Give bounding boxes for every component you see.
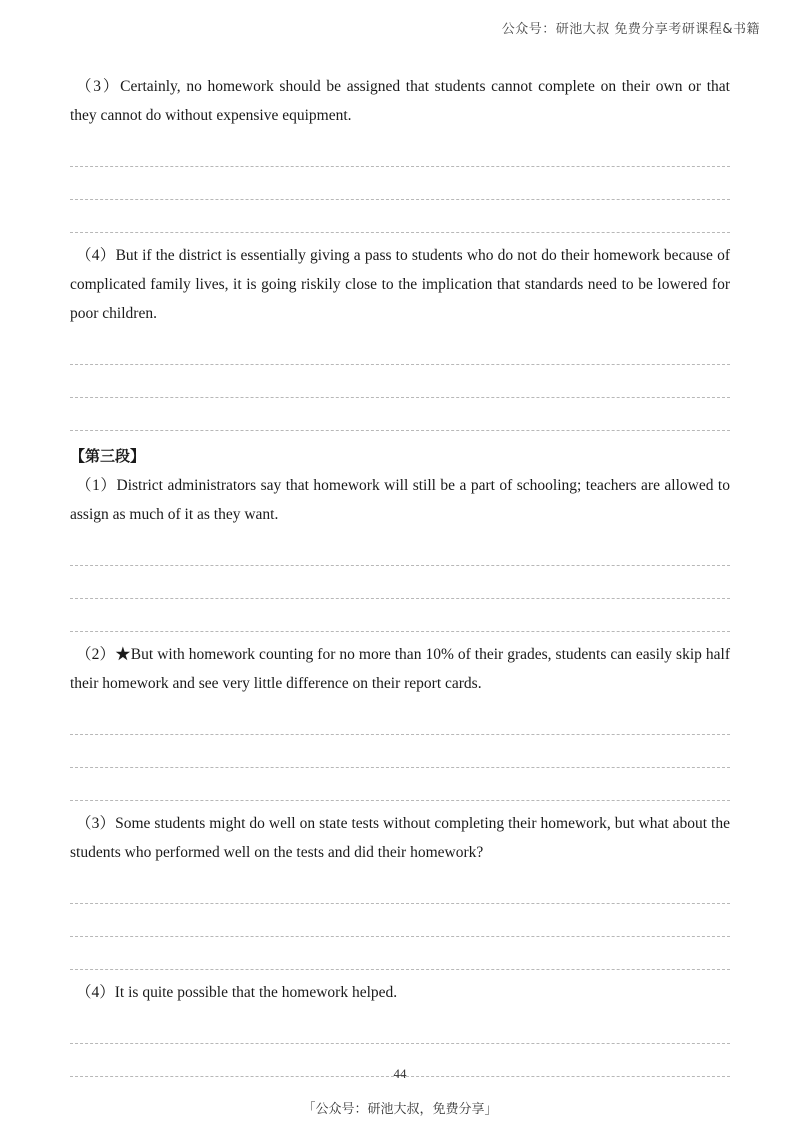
sentence-item bbox=[70, 978, 730, 1007]
answer-lines bbox=[70, 871, 730, 970]
answer-line[interactable] bbox=[70, 398, 730, 431]
answer-lines bbox=[70, 533, 730, 632]
sentence-item bbox=[70, 471, 730, 529]
answer-lines bbox=[70, 332, 730, 431]
answer-line[interactable] bbox=[70, 768, 730, 801]
answer-line[interactable] bbox=[70, 904, 730, 937]
answer-line[interactable] bbox=[70, 533, 730, 566]
answer-line[interactable] bbox=[70, 871, 730, 904]
sentence-text: District administrators say that homework will still be a part of schooling; teachers are allowed to assign as much of it as they want. bbox=[70, 477, 730, 523]
answer-line[interactable] bbox=[70, 735, 730, 768]
sentence-text: Some students might do well on state tests without completing their homework, but what about the students who performed well on the tests and did their homework? bbox=[70, 815, 730, 861]
sentence-item bbox=[70, 72, 730, 130]
answer-line[interactable] bbox=[70, 566, 730, 599]
sentence-number: （4） bbox=[76, 984, 115, 1001]
answer-lines bbox=[70, 702, 730, 801]
answer-line[interactable] bbox=[70, 134, 730, 167]
sentence-text: It is quite possible that the homework helped. bbox=[114, 984, 398, 1001]
sentence-number: （2） bbox=[76, 646, 116, 663]
sentence-item bbox=[70, 809, 730, 867]
footer-note: 「公众号：研池大叔，免费分享」 bbox=[302, 1102, 498, 1117]
answer-line[interactable] bbox=[70, 200, 730, 233]
sentence-item bbox=[70, 241, 730, 328]
answer-line[interactable] bbox=[70, 167, 730, 200]
sentence-number: （1） bbox=[76, 477, 117, 494]
page-content bbox=[70, 72, 730, 1077]
answer-line[interactable] bbox=[70, 365, 730, 398]
sentence-text: But if the district is essentially giving a pass to students who do not do their homework because of complicated family lives, it is going riskily close to the implication that standards need to be lowered for poor children. bbox=[70, 247, 730, 322]
page-number: 44 bbox=[393, 1066, 407, 1081]
sentence-number: （3） bbox=[76, 815, 116, 832]
sentence-item bbox=[70, 640, 730, 698]
answer-line[interactable] bbox=[70, 702, 730, 735]
answer-line[interactable] bbox=[70, 1011, 730, 1044]
section-heading: 【第三段】 bbox=[70, 447, 146, 465]
header-watermark: 公众号：研池大叔 免费分享考研课程&书籍 bbox=[501, 22, 760, 37]
sentence-number: （3） bbox=[76, 78, 121, 95]
sentence-text: ★But with homework counting for no more than 10% of their grades, students can easily skip half their homework and see very little difference on their report cards. bbox=[70, 646, 730, 692]
answer-line[interactable] bbox=[70, 332, 730, 365]
answer-line[interactable] bbox=[70, 599, 730, 632]
answer-line[interactable] bbox=[70, 937, 730, 970]
answer-lines bbox=[70, 134, 730, 233]
sentence-number: （4） bbox=[76, 247, 116, 264]
sentence-text: Certainly, no homework should be assigned that students cannot complete on their own or that they cannot do without expensive equipment. bbox=[70, 78, 730, 124]
